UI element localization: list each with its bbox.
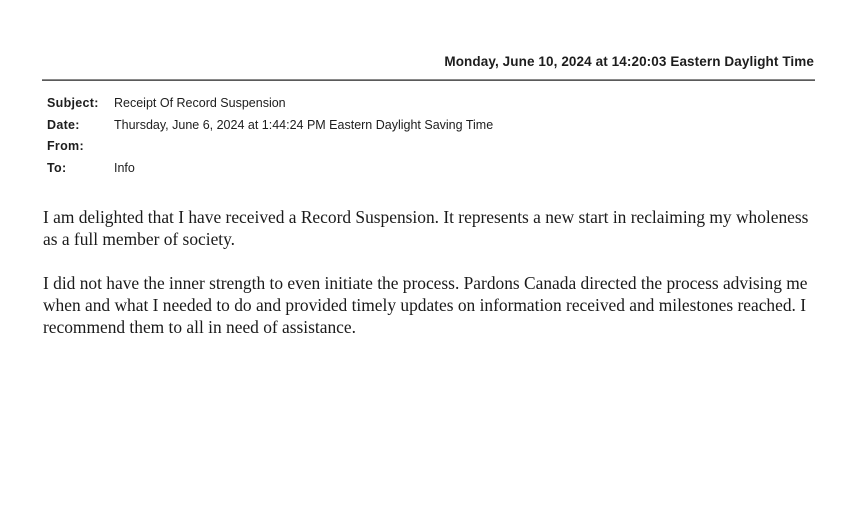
date-value: Thursday, June 6, 2024 at 1:44:24 PM Eastern Daylight Saving Time (114, 117, 494, 132)
subject-label: Subject: (47, 96, 99, 110)
from-label: From: (47, 139, 84, 153)
subject-value: Receipt Of Record Suspension (114, 96, 286, 110)
email-body (43, 206, 823, 360)
body-paragraph-1: I am delighted that I have received a Record Suspension. It represents a new start in reclaiming my wholeness as a full member of society. (43, 207, 809, 249)
email-headers (47, 96, 493, 182)
to-label: To: (47, 160, 67, 175)
date-row (47, 118, 493, 140)
print-timestamp: Monday, June 10, 2024 at 14:20:03 Eastern Daylight Time (444, 54, 814, 69)
date-label: Date: (47, 117, 80, 132)
header-divider (42, 79, 815, 81)
to-row (47, 161, 493, 183)
from-row (47, 139, 493, 161)
to-value: Info (114, 160, 135, 175)
subject-row (47, 96, 493, 118)
body-paragraph-2: I did not have the inner strength to even initiate the process. Pardons Canada directed the process advising me when and what I needed to do and provided timely updates on information received and milestones reached. I recommend them to all in need of assistance. (43, 273, 808, 337)
